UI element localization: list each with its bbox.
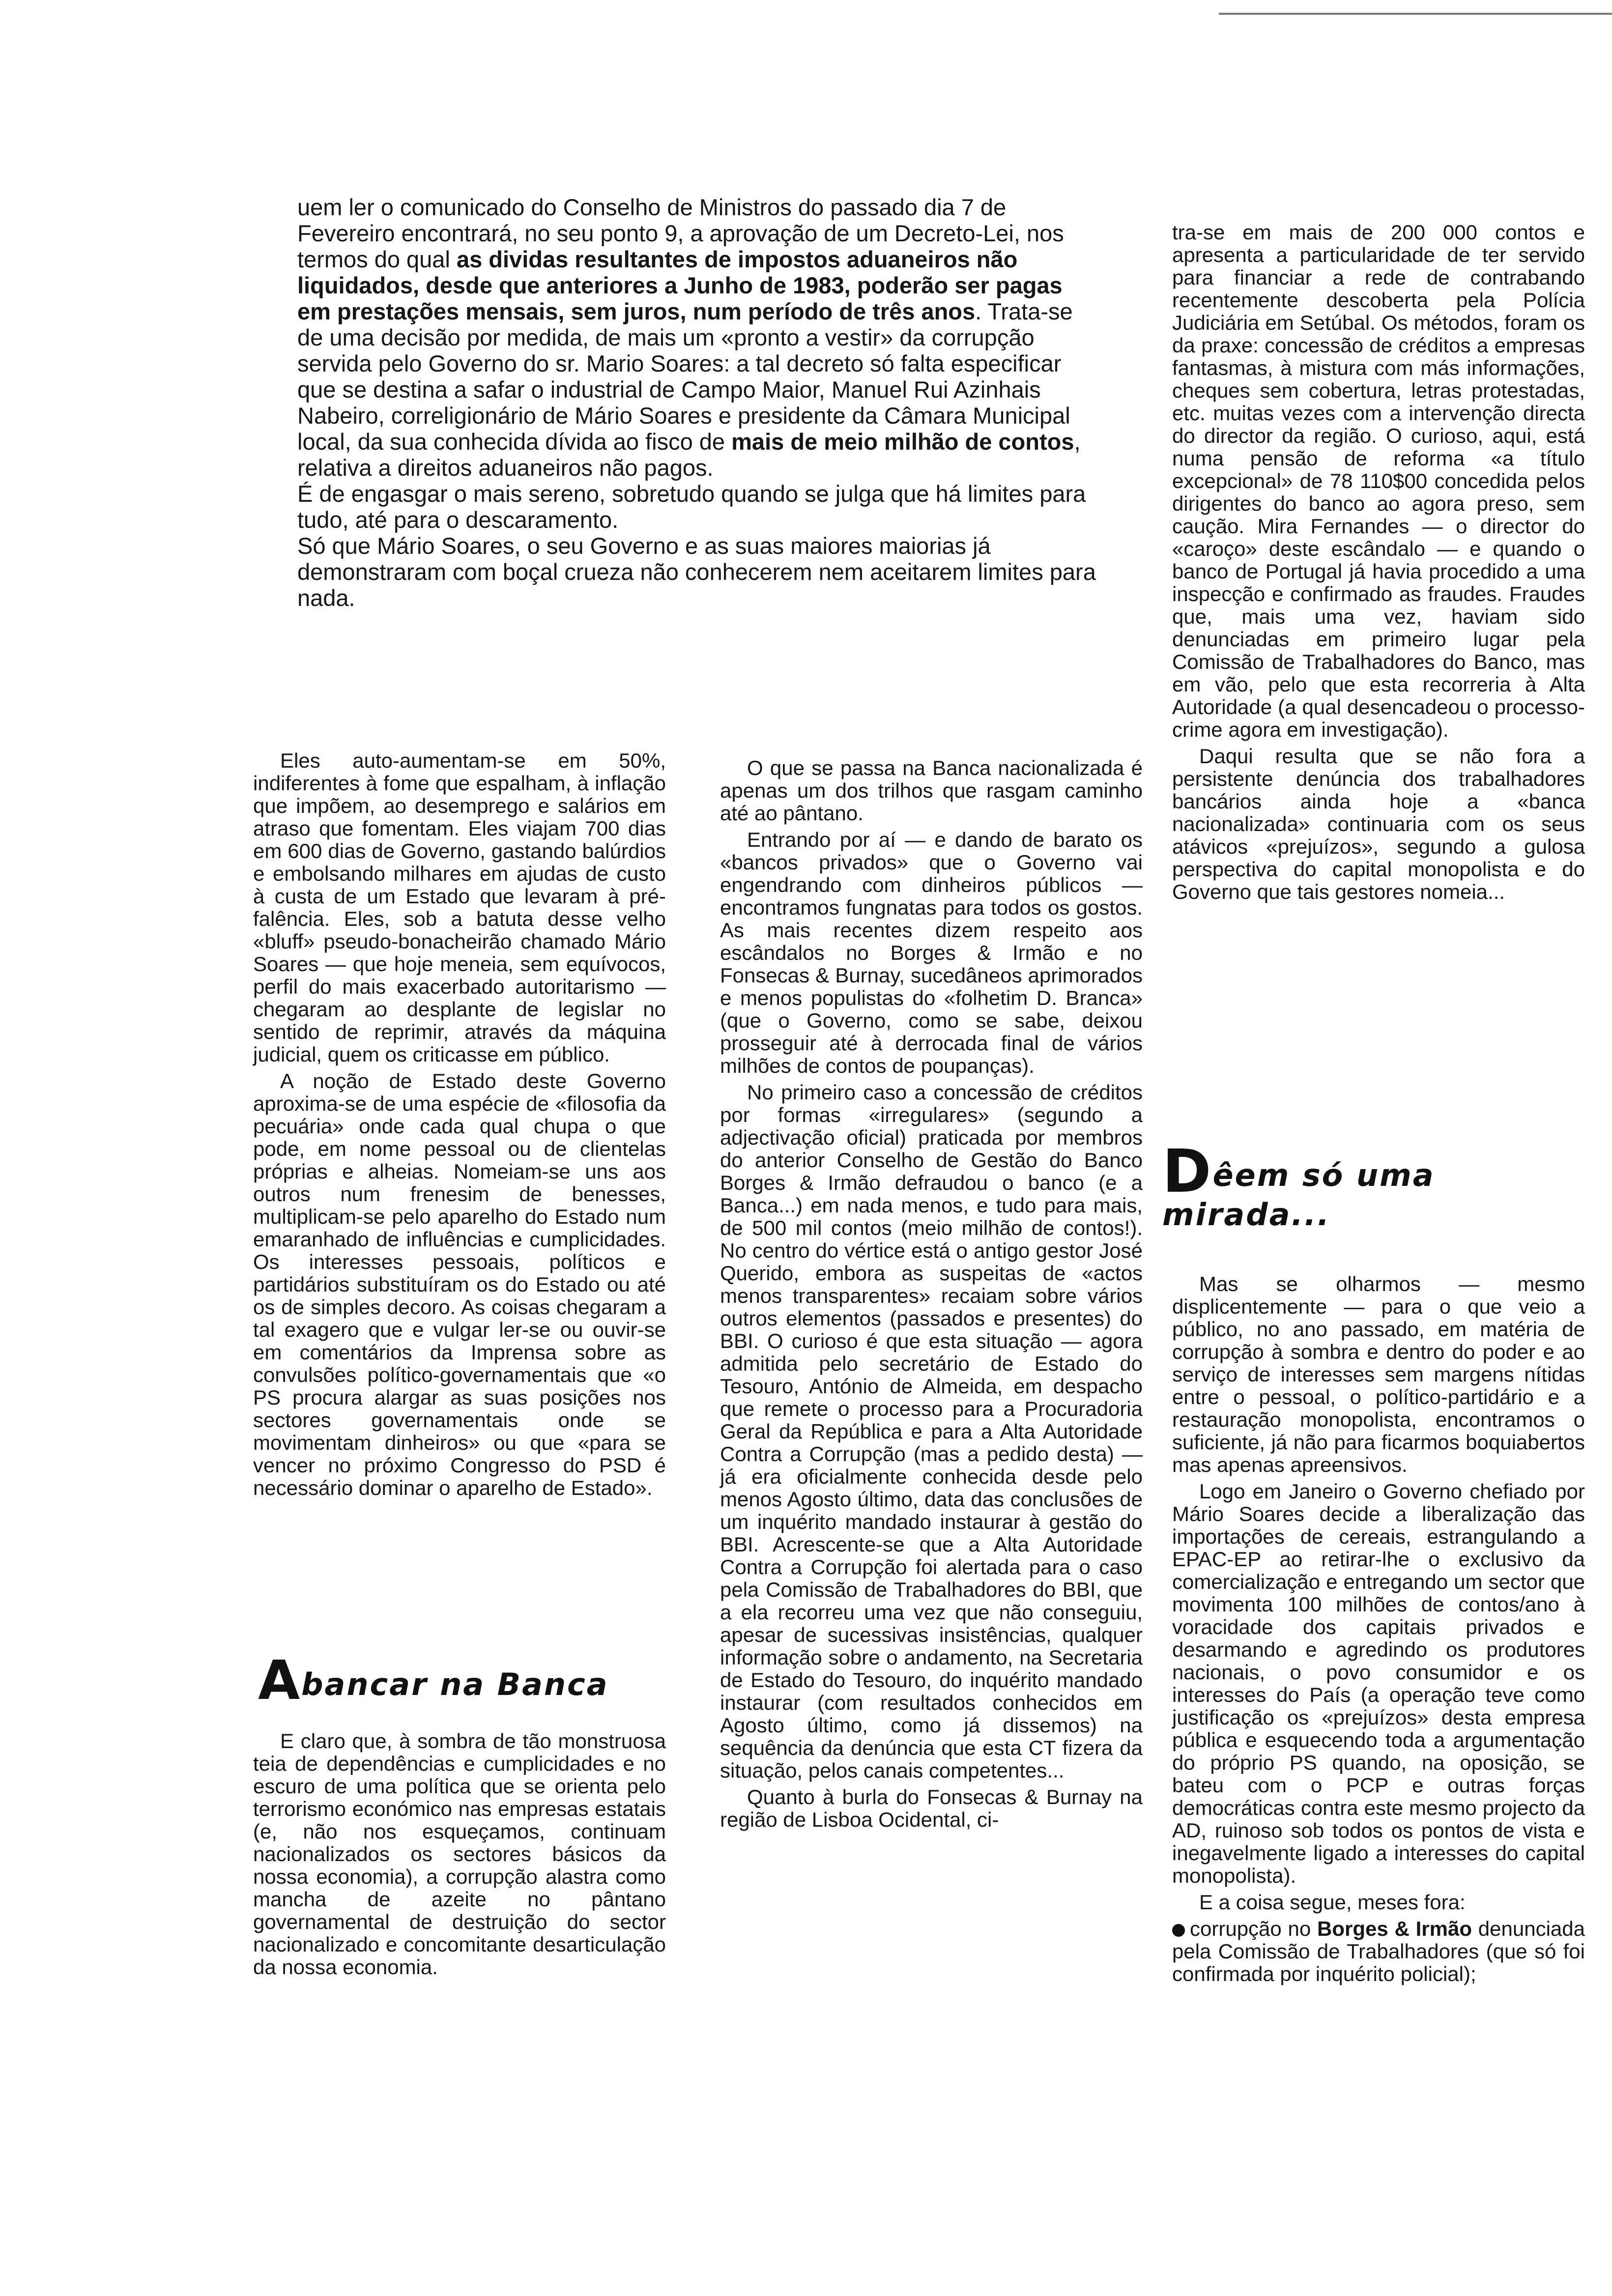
col3b-bullet-bold: Borges & Irmão	[1317, 1917, 1472, 1940]
col3-paragraph-1: tra-se em mais de 200 000 contos e apresenta a particularidade de ter servido para financiar a rede de contrabando recentemente descoberta pela Polícia Judiciária em Setúbal. Os métodos, foram os da praxe: concessão de créditos a empresas fantasmas, à mistura com más informações, cheques sem cobertura, letras protestadas, etc. muitas vezes com a intervenção directa do director da região. O curioso, aqui, está numa pensão de reforma «a título excepcional» de 78 110$00 concedida pelos dirigentes do banco ao agora preso, sem caução. Mira Fernandes — o director do «caroço» deste escândalo — e quando o banco de Portugal já havia procedido a uma inspecção e confirmado as fraudes. Fraudes que, mais uma vez, haviam sido denunciadas em primeiro lugar pela Comissão de Trabalhadores do Banco, mas em vão, pelo que esta recorreria à Alta Autoridade (a qual desencadeou o processo-crime agora em investigação).	[1172, 221, 1585, 741]
intro-p1-bold: as dividas resultantes de impostos aduaneiros não liquidados, desde que anteriores a Junho de 1983, poderão ser pagas em prestações mensais, sem juros, num período de três anos	[297, 246, 1063, 324]
col2-paragraph-1: O que se passa na Banca nacionalizada é apenas um dos trilhos que rasgam caminho até ao pântano.	[720, 756, 1143, 825]
intro-p1-c: , relativa a direitos aduaneiros não pagos.	[297, 429, 1081, 481]
intro-paragraph-1	[297, 194, 1098, 481]
intro-p1-bold2: mais de meio milhão de contos	[731, 429, 1074, 455]
bullet-icon	[1172, 1924, 1185, 1937]
col1b-paragraph-1: E claro que, à sombra de tão monstruosa teia de dependências e cumplicidades e no escuro de uma política que se orienta pelo terrorismo económico nas empresas estatais (e, não nos esqueçamos, continuam nacionalizados os sectores básicos da nossa economia), a corrupção alastra como mancha de azeite no pântano governamental de destruição do sector nacionalizado e concomitante desarticulação da nossa economia.	[253, 1729, 666, 1979]
headline-mirada-initial: D	[1162, 1138, 1213, 1206]
intro-text	[297, 194, 1098, 611]
headline-abancar-initial: A	[258, 1649, 302, 1712]
col1-paragraph-1: Eles auto-aumentam-se em 50%, indiferentes à fome que espalham, à inflação que impõem, ao desemprego e salários em atraso que fomentam. Eles viajam 700 dias em 600 dias de Governo, gastando balúrdios e embolsando milhares em ajudas de custo à custa de um Estado que levaram à pré-falência. Eles, sob a batuta desse velho «bluff» pseudo-bonacheirão chamado Mário Soares — que hoje meneia, sem equívocos, perfil do mais exacerbado autoritarismo — chegaram ao desplante de legislar no sentido de reprimir, através da máquina judicial, quem os criticasse em público.	[253, 749, 666, 1066]
col2-paragraph-3: No primeiro caso a concessão de créditos por formas «irregulares» (segundo a adjectivação oficial) praticada por membros do anterior Conselho de Gestão do Banco Borges & Irmão defraudou o banco (e a Banca...) em nada menos, e tudo para mais, de 500 mil contos (meio milhão de contos!). No centro do vértice está o antigo gestor José Querido, embora as suspeitas de «actos menos transparentes» recaiam sobre vários outros elementos (passados e presentes) do BBI. O curioso é que esta situação — agora admitida pelo secretário de Estado do Tesouro, António de Almeida, em despacho que remete o processo para a Procuradoria Geral da República e para a Alta Autoridade Contra a Corrupção (mas a pedido desta) — já era oficialmente conhecida desde pelo menos Agosto último, data das conclusões de um inquérito mandado instaurar à gestão do BBI. Acrescente-se que a Alta Autoridade Contra a Corrupção foi alertada para o caso pela Comissão de Trabalhadores do BBI, que a ela recorreu uma vez que não conseguiu, apesar de sucessivas insistências, qualquer informação sobre o andamento, na Secretaria de Estado do Tesouro, do inquérito mandado instaurar (com resultados conhecidos em Agosto último, como já dissemos) na sequência da denúncia que esta CT fizera da situação, pelos canais competentes...	[720, 1081, 1143, 1782]
col3b-paragraph-3: E a coisa segue, meses fora:	[1199, 1891, 1466, 1914]
col3b-bullet-item	[1172, 1918, 1585, 1985]
column-1-lower	[253, 1730, 666, 1982]
col3b-paragraph-1: Mas se olharmos — mesmo displicentemente — para o que veio a público, no ano passado, em matéria de corrupção à sombra e dentro do poder e ao serviço de interesses sem margens nítidas entre o pessoal, o político-partidário e a restauração monopolista, encontramos o suficiente, já não para ficarmos boquiabertos mas apenas apreensivos.	[1172, 1272, 1585, 1476]
col1-paragraph-2: A noção de Estado deste Governo aproxima-se de uma espécie de «filosofia da pecuária» onde cada qual chupa o que pode, em nome pessoal ou de clientelas próprias e alheias. Nomeiam-se uns aos outros num frenesim de benesses, multiplicam-se pelo aparelho do Estado num emaranhado de influências e cumplicidades. Os interesses pessoais, políticos e partidários substituíram os do Estado ou até os de simples decoro. As coisas chegaram a tal exagero que e vulgar ler-se ou ouvir-se em comentários da Imprensa sobre as convulsões político-governamentais que «o PS procura alargar as suas posições nos sectores governamentais onde se movimentam dinheiros» ou que «para se vencer no próximo Congresso do PSD é necessário dominar o aparelho de Estado».	[253, 1069, 666, 1499]
col2-paragraph-4: Quanto à burla do Fonsecas & Burnay na região de Lisboa Ocidental, ci-	[720, 1785, 1143, 1831]
top-rule	[1219, 13, 1612, 15]
column-3	[1172, 221, 1585, 907]
column-1	[253, 749, 666, 1503]
intro-p1-a: uem ler o comunicado do Conselho de Ministros do passado dia 7 de Fevereiro encontrará, no seu ponto 9, a aprovação de um Decreto-Lei, nos termos do qual	[297, 194, 1064, 272]
col3b-bullet-text-b: denunciada pela Comissão de Trabalhadores (que só foi confirmada por inquérito policial);	[1172, 1917, 1585, 1985]
intro-paragraph-2: É de engasgar o mais sereno, sobretudo quando se julga que há limites para tudo, até para o descaramento.	[297, 481, 1086, 533]
headline-abancar	[258, 1649, 609, 1712]
col3b-paragraph-2: Logo em Janeiro o Governo chefiado por Mário Soares decide a liberalização das importações de cereais, estrangulando a EPAC-EP ao retirar-lhe o exclusivo da comercialização e entregando um sector que movimenta 100 milhões de contos/ano à voracidade dos capitais privados e desarmando e agredindo os produtores nacionais, o povo consumidor e os interesses do País (a operação teve como justificação os «prejuízos» desta empresa pública e esquecendo toda a argumentação do próprio PS quando, na oposição, se bateu com o PCP e outras forças democráticas contra este mesmo projecto da AD, ruinoso sob todos os pontos de vista e inegavelmente ligado a interesses do capital monopolista).	[1172, 1480, 1585, 1887]
headline-mirada	[1162, 1138, 1506, 1234]
headline-abancar-rest: bancar na Banca	[301, 1666, 609, 1702]
col3b-bullet-text-a: corrupção no	[1190, 1917, 1318, 1940]
col2-paragraph-2: Entrando por aí — e dando de barato os «bancos privados» que o Governo vai engendrando com dinheiros públicos — encontramos fungnatas para todos os gostos. As mais recentes dizem respeito aos escândalos no Borges & Irmão e no Fonsecas & Burnay, sucedâneos aprimorados e menos populistas do «folhetim D. Branca» (que o Governo, como se sabe, deixou prosseguir até à derrocada final de vários milhões de contos de poupanças).	[720, 828, 1143, 1077]
col3-paragraph-2: Daqui resulta que se não fora a persistente denúncia dos trabalhadores bancários ainda hoje a «banca nacionalizada» continuaria com os seus atávicos «prejuízos», segundo a gulosa perspectiva do capital monopolista e do Governo que tais gestores nomeia...	[1172, 745, 1585, 903]
headline-mirada-rest: êem só uma mirada...	[1162, 1157, 1435, 1233]
intro-paragraph-3: Só que Mário Soares, o seu Governo e as suas maiores maiorias já demonstraram com boçal crueza não conhecerem nem aceitarem limites para nada.	[297, 533, 1096, 611]
column-3-lower	[1172, 1273, 1585, 1989]
intro-p1-b: . Trata-se de uma decisão por medida, de mais um «pronto a vestir» da corrupção servida pelo Governo do sr. Mario Soares: a tal decreto só falta especificar que se destina a safar o industrial de Campo Maior, Manuel Rui Azinhais Nabeiro, correligionário de Mário Soares e presidente da Câmara Municipal local, da sua conhecida dívida ao fisco de	[297, 298, 1073, 455]
column-2	[720, 757, 1143, 1835]
